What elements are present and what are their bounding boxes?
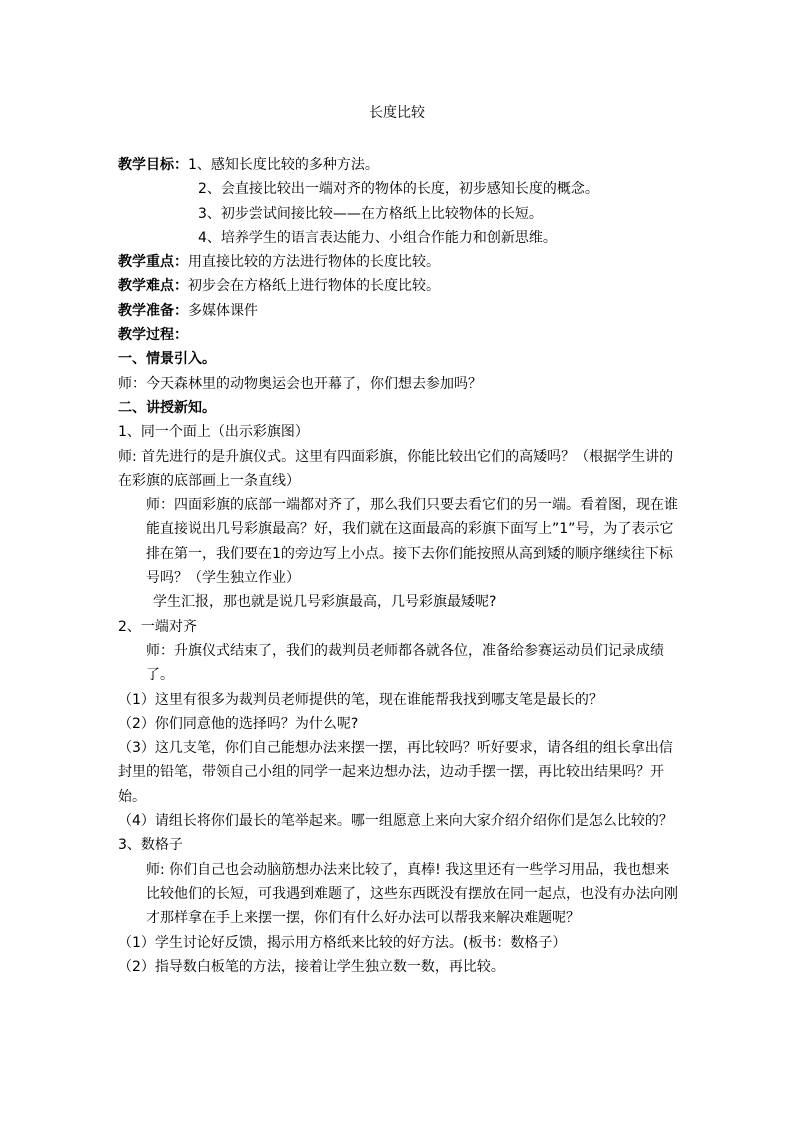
preparation-label: 教学准备： bbox=[118, 302, 188, 319]
part1-paragraph: 师：四面彩旗的底部一端都对齐了，那么我们只要去看它们的另一端。看着图，现在谁能直接说出几号彩旗最高？好，我们就在这面最高的彩旗下面写上”1”号，为了表示它排在第一，我们要在1的旁边写上小点。接下去你们能按照从高到矮的顺序继续往下标号吗？（学生独立作业） bbox=[146, 497, 678, 587]
document-title: 长度比较 bbox=[369, 105, 425, 121]
part1-paragraph: 师: 首先进行的是升旗仪式。这里有四面彩旗，你能比较出它们的高矮吗？（根据学生讲的在彩旗的底部画上一条直线） bbox=[118, 448, 674, 489]
preparation bbox=[118, 299, 678, 323]
part2-question: （1）这里有很多为裁判员老师提供的笔，现在谁能帮我找到哪支笔是最长的？ bbox=[118, 691, 603, 708]
section1-text: 师：今天森林里的动物奥运会也开幕了，你们想去参加吗？ bbox=[118, 375, 482, 392]
key-point bbox=[118, 250, 678, 274]
part2-heading: 2、一端对齐 bbox=[118, 618, 197, 635]
part1-paragraph: 学生汇报，那也就是说几号彩旗最高，几号彩旗最矮呢? bbox=[153, 594, 497, 611]
section2-heading: 二、讲授新知。 bbox=[118, 399, 216, 416]
difficult-point-text: 初步会在方格纸上进行物体的长度比较。 bbox=[188, 278, 440, 295]
part2-question: （2）你们同意他的选择吗？为什么呢? bbox=[118, 715, 359, 732]
part2-question: （3）这几支笔，你们自己能想办法来摆一摆，再比较吗？听好要求，请各组的组长拿出信封里的铅笔，带领自己小组的同学一起来边想办法，边动手摆一摆，再比较出结果吗？开始。 bbox=[118, 740, 673, 805]
section1-heading: 一、情景引入。 bbox=[118, 351, 216, 368]
objective-item: 4、培养学生的语言表达能力、小组合作能力和创新思维。 bbox=[198, 229, 557, 246]
key-point-text: 用直接比较的方法进行物体的长度比较。 bbox=[188, 254, 440, 271]
key-point-label: 教学重点： bbox=[118, 254, 188, 271]
objective-item: 1、感知长度比较的多种方法。 bbox=[188, 157, 379, 173]
part1-heading: 1、同一个面上（出示彩旗图） bbox=[118, 424, 309, 441]
part3-question: （1）学生讨论好反馈，揭示用方格纸来比较的好方法。(板书：数格子） bbox=[118, 934, 567, 951]
document-body bbox=[118, 153, 678, 979]
preparation-text: 多媒体课件 bbox=[188, 302, 258, 319]
objectives-label: 教学目标： bbox=[118, 157, 188, 173]
objective-line-1 bbox=[118, 153, 678, 177]
part3-paragraph: 师: 你们自己也会动脑筋想办法来比较了，真棒! 我这里还有一些学习用品，我也想来比较他们的长短，可我遇到难题了，这些东西既没有摆放在同一起点，也没有办法向刚才那样拿在手上来摆一摆，你们有什么好办法可以帮我来解决难题呢？ bbox=[146, 861, 678, 927]
objective-item: 2、会直接比较出一端对齐的物体的长度，初步感知长度的概念。 bbox=[198, 181, 599, 198]
part2-question: （4）请组长将你们最长的笔举起来。哪一组愿意上来向大家介绍介绍你们是怎么比较的？ bbox=[118, 813, 673, 830]
process-label: 教学过程： bbox=[118, 327, 188, 344]
part2-paragraph: 师：升旗仪式结束了，我们的裁判员老师都各就各位，准备给参赛运动员们记录成绩了。 bbox=[146, 642, 664, 684]
part3-heading: 3、数格子 bbox=[118, 837, 183, 854]
part3-question: （2）指导数白板笔的方法，接着让学生独立数一数，再比较。 bbox=[118, 958, 505, 975]
difficult-point bbox=[118, 274, 678, 298]
difficult-point-label: 教学难点： bbox=[118, 278, 188, 295]
objective-item: 3、初步尝试间接比较——在方格纸上比较物体的长短。 bbox=[198, 205, 543, 222]
